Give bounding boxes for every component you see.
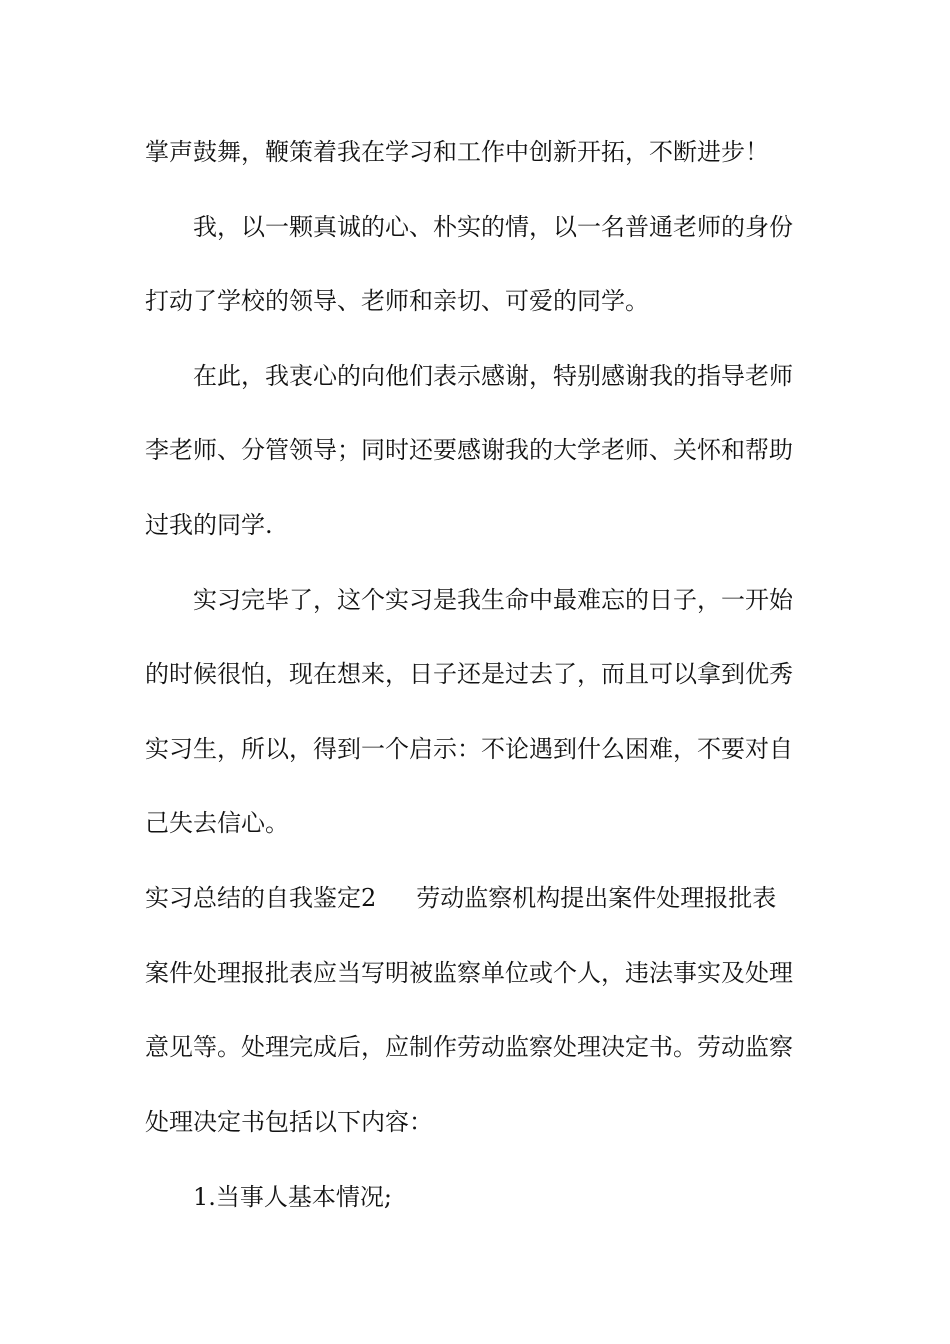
section-heading: 实习总结的自我鉴定2: [145, 884, 377, 912]
list-item: 1.当事人基本情况;: [193, 1183, 392, 1211]
paragraph-line: 意见等。处理完成后，应制作劳动监察处理决定书。劳动监察: [145, 1033, 793, 1061]
section-heading-continuation: 劳动监察机构提出案件处理报批表: [416, 884, 777, 912]
paragraph-line: 处理决定书包括以下内容：: [145, 1108, 433, 1136]
paragraph-line: 掌声鼓舞，鞭策着我在学习和工作中创新开拓，不断进步！: [145, 138, 769, 166]
paragraph-line: 打动了学校的领导、老师和亲切、可爱的同学。: [145, 287, 649, 315]
paragraph-line: 实习生，所以，得到一个启示：不论遇到什么困难，不要对自: [145, 735, 793, 763]
paragraph-line: 我，以一颗真诚的心、朴实的情，以一名普通老师的身份: [193, 213, 793, 241]
paragraph-line: 在此，我衷心的向他们表示感谢，特别感谢我的指导老师: [193, 362, 793, 390]
paragraph-line: 案件处理报批表应当写明被监察单位或个人，违法事实及处理: [145, 959, 793, 987]
paragraph-line: 过我的同学.: [145, 511, 273, 539]
paragraph-line: 实习完毕了，这个实习是我生命中最难忘的日子，一开始: [193, 586, 793, 614]
section-heading-line: [145, 882, 825, 914]
paragraph-line: 李老师、分管领导；同时还要感谢我的大学老师、关怀和帮助: [145, 436, 793, 464]
paragraph-line: 己失去信心。: [145, 809, 289, 837]
paragraph-line: 的时候很怕，现在想来，日子还是过去了，而且可以拿到优秀: [145, 660, 793, 688]
